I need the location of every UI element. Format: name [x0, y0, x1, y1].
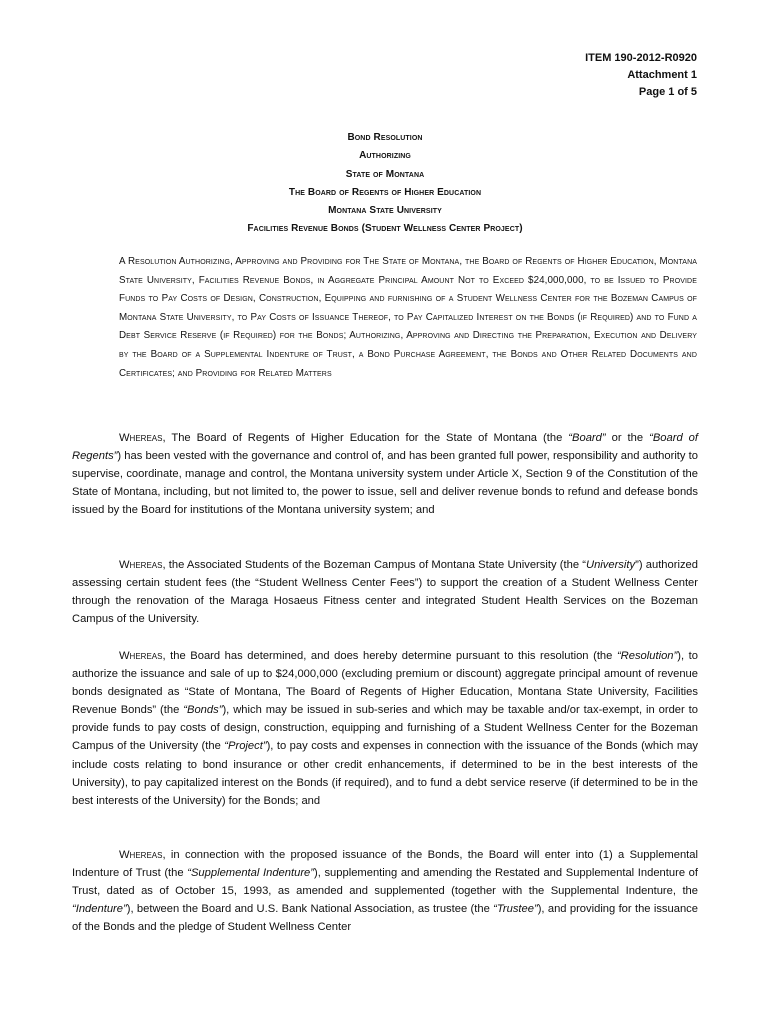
paragraph-text: ), between the Board and U.S. Bank National Association, as trustee (the — [126, 903, 494, 916]
paragraph-text: ”) authorized assessing certain student fees (the “Student Wellness Center Fees”) to support the creation of a Student Wellness Center through the renovation of the Maraga Hosaeus Fitness center and integrated Student Health Services on the Bozeman Campus of the University. — [72, 559, 698, 626]
paragraph-text: ), to authorize the issuance and sale of up to $24,000,000 (excluding premium or discount) aggregate principal amount of revenue bonds designated as “State of Montana, The Board of Regents of Higher Education, Montana State University, Facilities Revenue Bonds” (the — [72, 650, 698, 717]
resolution-summary: A Resolution Authorizing, Approving and Providing for The State of Montana, the Board of Regents of Higher Education, Montana State University, Facilities Revenue Bonds, in Aggregate Principal Amount Not to Exceed $24,000,000, to be Issued to Provide Funds to Pay Costs of Design, Construction, Equipping and furnishing of a Student Wellness Center for the Bozeman Campus of Montana State University, to Pay Costs of Issuance Thereof, to Pay Capitalized Interest on the Bonds (if Required) and to Fund a Debt Service Reserve (if Required) for the Bonds; Authorizing, Approving and Directing the Preparation, Execution and Delivery by the Board of a Supplemental Indenture of Trust, a Bond Purchase Agreement, the Bonds and Other Related Documents and Certificates; and Providing for Related Matters — [119, 256, 697, 379]
page-header — [585, 50, 697, 101]
defined-term: “Trustee” — [493, 903, 538, 916]
paragraph-text: or the — [605, 432, 650, 444]
title-line: Bond Resolution — [347, 132, 423, 143]
whereas-label: Whereas — [119, 559, 163, 571]
defined-term: “Bonds” — [183, 704, 223, 717]
title-line: State of Montana — [345, 168, 425, 180]
document-title — [72, 129, 698, 239]
defined-term: “Indenture” — [72, 903, 127, 916]
page-number: Page 1 of 5 — [638, 86, 697, 98]
defined-term: “Project” — [224, 740, 267, 753]
paragraph-text: ), supplementing and amending the Restated and Supplemental Indenture of Trust, dated as of October 15, 1993, as amended and supplemented (together with the Supplemental Indenture, the — [72, 867, 698, 898]
defined-term: “Supplemental Indenture” — [187, 867, 314, 880]
whereas-label: Whereas — [119, 849, 163, 861]
paragraph-text: ), and providing for the issuance of the Bonds and the pledge of Student Wellness Center — [72, 903, 698, 934]
paragraph-text: ) has been vested with the governance and control of, and has been granted full power, responsibility and authority to supervise, coordinate, manage and control, the Montana university system under Article X, Section 9 of the Constitution of the State of Montana, including, but not limited to, the power to issue, sell and deliver revenue bonds to refund and defease bonds issued by the Board for institutions of the Montana university system; and — [72, 450, 698, 517]
paragraph-text: , the Board has determined, and does hereby determine pursuant to this resolution (the — [162, 650, 617, 662]
attachment-label: Attachment 1 — [627, 69, 697, 81]
whereas-paragraph-4 — [72, 846, 698, 936]
paragraph-text: , The Board of Regents of Higher Education for the State of Montana (the — [162, 432, 569, 444]
defined-term: “Board of Regents” — [72, 432, 698, 463]
whereas-paragraph-2 — [72, 556, 698, 628]
defined-term: University — [585, 559, 636, 571]
title-line: Montana State University — [328, 205, 442, 217]
item-number: ITEM 190-2012-R0920 — [585, 52, 697, 64]
paragraph-text: ), which may be issued in sub-series and which may be taxable and/or tax-exempt, in order to provide funds to pay costs of design, construction, equipping and furnishing of a Student Wellness Center for the Bozeman Campus of the University (the — [72, 704, 698, 753]
whereas-label: Whereas — [119, 432, 163, 444]
paragraph-text: ), to pay costs and expenses in connection with the issuance of the Bonds (which may include costs relating to bond insurance or other credit enhancements, if determined to be in the best interests of the University), to pay capitalized interest on the Bonds (if required), and to fund a debt service reserve (if determined to be in the best interests of the University) for the Bonds; and — [72, 740, 699, 807]
whereas-paragraph-1 — [72, 429, 698, 519]
title-line: Facilities Revenue Bonds (Student Wellness Center Project) — [247, 223, 523, 235]
defined-term: “Resolution” — [616, 650, 678, 662]
whereas-paragraph-3 — [72, 647, 698, 810]
title-line: Authorizing — [359, 150, 411, 162]
whereas-label: Whereas — [119, 650, 163, 662]
title-line: The Board of Regents of Higher Education — [288, 186, 482, 198]
paragraph-text: , the Associated Students of the Bozeman Campus of Montana State University (the “ — [162, 559, 586, 571]
defined-term: “Board” — [568, 432, 606, 444]
paragraph-text: , in connection with the proposed issuance of the Bonds, the Board will enter into (1) a Supplemental Indenture of Trust (the — [72, 849, 698, 880]
